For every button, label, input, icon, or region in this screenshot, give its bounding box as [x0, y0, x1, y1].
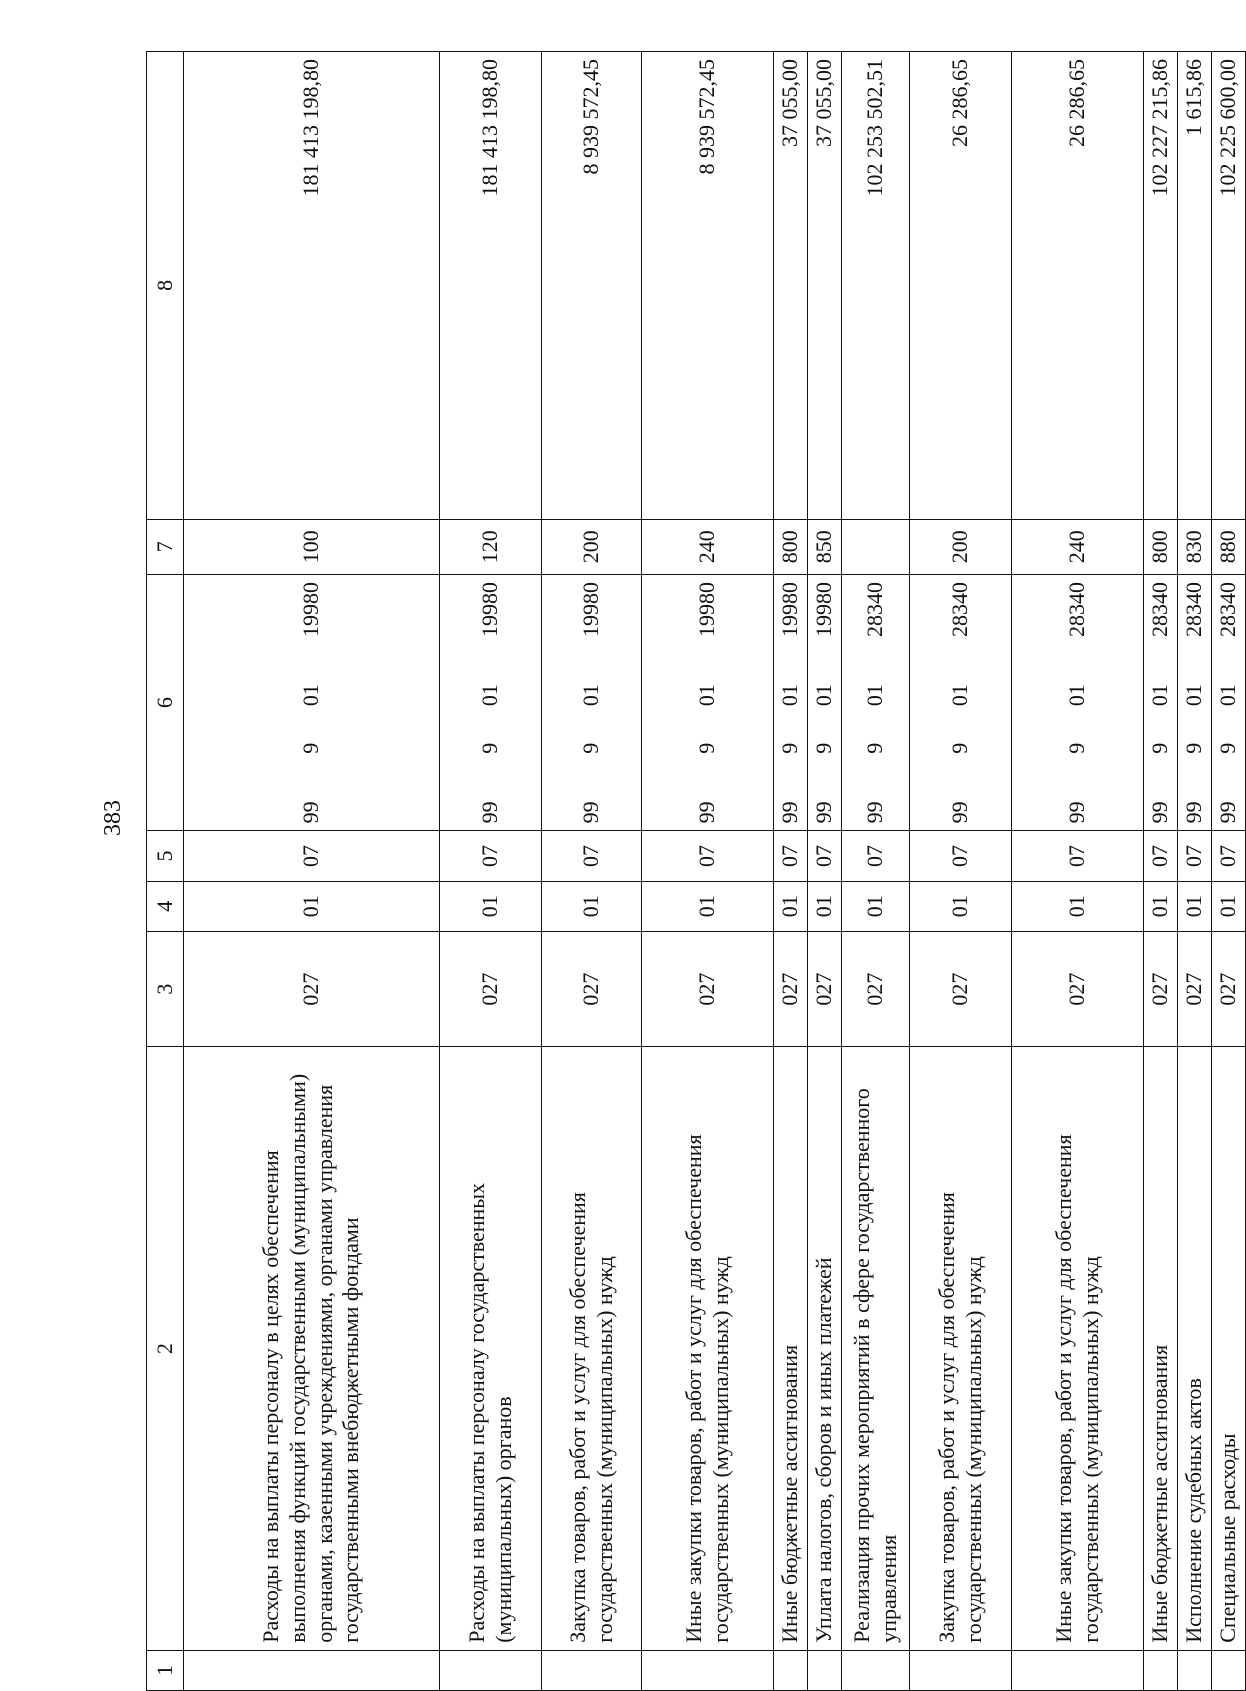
- target-article-code: [947, 582, 974, 823]
- target-article-part: 9: [811, 742, 837, 754]
- target-article-part: 99: [1181, 801, 1207, 824]
- budget-table-rotated: [146, 51, 1241, 1691]
- table-row: [1212, 52, 1246, 1691]
- section-code-cell: 01: [642, 881, 774, 931]
- expense-name-cell: Иные бюджетные ассигнования: [1144, 1047, 1178, 1650]
- expense-name-cell: Уплата налогов, сборов и иных платежей: [808, 1047, 842, 1650]
- expense-name-cell: Расходы на выплаты персоналу в целях обеспечения выполнения функций государственными (муниципальными) органами, казенными учреждениями, органами управления государственными внебюджетными фондами: [184, 1047, 440, 1650]
- target-article-part: 9: [1215, 742, 1241, 754]
- subsection-code-cell: 07: [842, 831, 910, 881]
- target-article-part: 01: [947, 684, 973, 707]
- expense-name-cell: Иные закупки товаров, работ и услуг для обеспечения государственных (муниципальных) нужд: [642, 1047, 774, 1650]
- table-row: [1178, 52, 1212, 1691]
- grbs-code-cell: 027: [1144, 931, 1178, 1047]
- target-article-code: [777, 582, 804, 823]
- target-article-part: 99: [777, 801, 803, 824]
- expense-name-cell: Иные закупки товаров, работ и услуг для обеспечения государственных (муниципальных) нужд: [1012, 1047, 1144, 1650]
- subsection-code-cell: 07: [910, 831, 1012, 881]
- row-number-cell: [1178, 1650, 1212, 1690]
- amount-cell: 1 615,86: [1178, 52, 1212, 520]
- amount-cell: 181 413 198,80: [440, 52, 542, 520]
- target-article-part: 28340: [1181, 581, 1207, 637]
- table-row: [808, 52, 842, 1691]
- column-header: 5: [147, 831, 184, 881]
- table-row: [440, 52, 542, 1691]
- subsection-code-cell: 07: [1212, 831, 1246, 881]
- target-article-part: 99: [862, 801, 888, 824]
- expense-type-cell: 240: [1012, 519, 1144, 574]
- target-article-cell: [808, 574, 842, 830]
- target-article-part: 19980: [811, 581, 837, 637]
- target-article-part: 01: [298, 684, 324, 707]
- grbs-code-cell: 027: [542, 931, 642, 1047]
- target-article-part: 01: [1064, 684, 1090, 707]
- target-article-part: 9: [947, 742, 973, 754]
- amount-cell: 8 939 572,45: [642, 52, 774, 520]
- target-article-part: 99: [1147, 801, 1173, 824]
- subsection-code-cell: 07: [774, 831, 808, 881]
- expense-name-cell: Иные бюджетные ассигнования: [774, 1047, 808, 1650]
- column-header: 7: [147, 519, 184, 574]
- expense-name-cell: Закупка товаров, работ и услуг для обеспечения государственных (муниципальных) нужд: [542, 1047, 642, 1650]
- expense-name-cell: Закупка товаров, работ и услуг для обеспечения государственных (муниципальных) нужд: [910, 1047, 1012, 1650]
- row-number-cell: [1012, 1650, 1144, 1690]
- column-header: 2: [147, 1047, 184, 1650]
- target-article-part: 01: [1147, 684, 1173, 707]
- table-body: [184, 52, 1246, 1691]
- section-code-cell: 01: [542, 881, 642, 931]
- column-header: 3: [147, 931, 184, 1047]
- expense-name-cell: Исполнение судебных актов: [1178, 1047, 1212, 1650]
- target-article-part: 99: [1064, 801, 1090, 824]
- row-number-cell: [774, 1650, 808, 1690]
- row-number-cell: [184, 1650, 440, 1690]
- target-article-part: 99: [947, 801, 973, 824]
- page-number: 383: [99, 800, 126, 836]
- section-code-cell: 01: [1178, 881, 1212, 931]
- row-number-cell: [910, 1650, 1012, 1690]
- amount-cell: 26 286,65: [910, 52, 1012, 520]
- amount-cell: 102 227 215,86: [1144, 52, 1178, 520]
- target-article-cell: [542, 574, 642, 830]
- target-article-part: 19980: [694, 581, 720, 637]
- grbs-code-cell: 027: [184, 931, 440, 1047]
- target-article-code: [578, 582, 605, 823]
- amount-cell: 26 286,65: [1012, 52, 1144, 520]
- expense-type-cell: 880: [1212, 519, 1246, 574]
- target-article-part: 9: [1147, 742, 1173, 754]
- target-article-cell: [774, 574, 808, 830]
- target-article-part: 19980: [298, 581, 324, 637]
- column-header: 6: [147, 574, 184, 830]
- target-article-part: 99: [578, 801, 604, 824]
- grbs-code-cell: 027: [774, 931, 808, 1047]
- target-article-code: [298, 582, 325, 823]
- target-article-part: 99: [694, 801, 720, 824]
- target-article-part: 99: [1215, 801, 1241, 824]
- row-number-cell: [1144, 1650, 1178, 1690]
- table-row: [774, 52, 808, 1691]
- subsection-code-cell: 07: [542, 831, 642, 881]
- target-article-code: [1147, 582, 1174, 823]
- table-row: [1144, 52, 1178, 1691]
- target-article-cell: [1178, 574, 1212, 830]
- subsection-code-cell: 07: [642, 831, 774, 881]
- amount-cell: 8 939 572,45: [542, 52, 642, 520]
- row-number-cell: [842, 1650, 910, 1690]
- subsection-code-cell: 07: [1178, 831, 1212, 881]
- target-article-part: 9: [777, 742, 803, 754]
- target-article-code: [694, 582, 721, 823]
- target-article-part: 19980: [477, 581, 503, 637]
- target-article-cell: [1144, 574, 1178, 830]
- expense-type-cell: [842, 519, 910, 574]
- grbs-code-cell: 027: [910, 931, 1012, 1047]
- amount-cell: 37 055,00: [808, 52, 842, 520]
- grbs-code-cell: 027: [1178, 931, 1212, 1047]
- row-number-cell: [1212, 1650, 1246, 1690]
- expense-name-cell: Реализация прочих мероприятий в сфере государственного управления: [842, 1047, 910, 1650]
- target-article-cell: [910, 574, 1012, 830]
- amount-cell: 181 413 198,80: [184, 52, 440, 520]
- target-article-part: 99: [477, 801, 503, 824]
- target-article-part: 9: [578, 742, 604, 754]
- amount-cell: 102 225 600,00: [1212, 52, 1246, 520]
- column-header: 1: [147, 1650, 184, 1690]
- section-code-cell: 01: [1144, 881, 1178, 931]
- target-article-part: 19980: [578, 581, 604, 637]
- target-article-cell: [842, 574, 910, 830]
- target-article-part: 28340: [1147, 581, 1173, 637]
- section-code-cell: 01: [842, 881, 910, 931]
- target-article-code: [477, 582, 504, 823]
- grbs-code-cell: 027: [842, 931, 910, 1047]
- expense-type-cell: 100: [184, 519, 440, 574]
- target-article-part: 01: [777, 684, 803, 707]
- section-code-cell: 01: [910, 881, 1012, 931]
- expense-type-cell: 850: [808, 519, 842, 574]
- table-row: [910, 52, 1012, 1691]
- section-code-cell: 01: [1212, 881, 1246, 931]
- row-number-cell: [808, 1650, 842, 1690]
- section-code-cell: 01: [1012, 881, 1144, 931]
- expense-type-cell: 800: [774, 519, 808, 574]
- target-article-part: 9: [477, 742, 503, 754]
- table-row: [842, 52, 910, 1691]
- target-article-cell: [440, 574, 542, 830]
- subsection-code-cell: 07: [184, 831, 440, 881]
- target-article-part: 01: [578, 684, 604, 707]
- grbs-code-cell: 027: [1212, 931, 1246, 1047]
- subsection-code-cell: 07: [440, 831, 542, 881]
- row-number-cell: [542, 1650, 642, 1690]
- target-article-part: 01: [694, 684, 720, 707]
- target-article-part: 19980: [777, 581, 803, 637]
- target-article-part: 01: [477, 684, 503, 707]
- target-article-cell: [642, 574, 774, 830]
- target-article-part: 9: [1181, 742, 1207, 754]
- expense-name-cell: Специальные расходы: [1212, 1047, 1246, 1650]
- grbs-code-cell: 027: [1012, 931, 1144, 1047]
- section-code-cell: 01: [184, 881, 440, 931]
- subsection-code-cell: 07: [808, 831, 842, 881]
- target-article-cell: [184, 574, 440, 830]
- expense-type-cell: 120: [440, 519, 542, 574]
- target-article-part: 9: [1064, 742, 1090, 754]
- target-article-part: 99: [811, 801, 837, 824]
- grbs-code-cell: 027: [440, 931, 542, 1047]
- section-code-cell: 01: [440, 881, 542, 931]
- target-article-part: 99: [298, 801, 324, 824]
- column-header: 8: [147, 52, 184, 520]
- column-header: 4: [147, 881, 184, 931]
- target-article-part: 9: [694, 742, 720, 754]
- target-article-part: 01: [1181, 684, 1207, 707]
- table-row: [184, 52, 440, 1691]
- table-row: [1012, 52, 1144, 1691]
- section-code-cell: 01: [808, 881, 842, 931]
- expense-type-cell: 240: [642, 519, 774, 574]
- target-article-code: [1064, 582, 1091, 823]
- budget-table: [146, 51, 1246, 1691]
- target-article-part: 28340: [862, 581, 888, 637]
- subsection-code-cell: 07: [1144, 831, 1178, 881]
- table-row: [642, 52, 774, 1691]
- grbs-code-cell: 027: [808, 931, 842, 1047]
- target-article-part: 28340: [947, 581, 973, 637]
- grbs-code-cell: 027: [642, 931, 774, 1047]
- target-article-part: 01: [1215, 684, 1241, 707]
- amount-cell: 102 253 502,51: [842, 52, 910, 520]
- subsection-code-cell: 07: [1012, 831, 1144, 881]
- target-article-code: [862, 582, 889, 823]
- target-article-part: 28340: [1064, 581, 1090, 637]
- target-article-code: [1215, 582, 1242, 823]
- expense-type-cell: 800: [1144, 519, 1178, 574]
- section-code-cell: 01: [774, 881, 808, 931]
- row-number-cell: [642, 1650, 774, 1690]
- target-article-part: 9: [862, 742, 888, 754]
- target-article-part: 9: [298, 742, 324, 754]
- expense-type-cell: 830: [1178, 519, 1212, 574]
- amount-cell: 37 055,00: [774, 52, 808, 520]
- expense-type-cell: 200: [542, 519, 642, 574]
- target-article-part: 01: [811, 684, 837, 707]
- expense-type-cell: 200: [910, 519, 1012, 574]
- expense-name-cell: Расходы на выплаты персоналу государственных (муниципальных) органов: [440, 1047, 542, 1650]
- target-article-code: [1181, 582, 1208, 823]
- table-row: [542, 52, 642, 1691]
- header-row: [147, 52, 184, 1691]
- target-article-part: 28340: [1215, 581, 1241, 637]
- row-number-cell: [440, 1650, 542, 1690]
- target-article-part: 01: [862, 684, 888, 707]
- target-article-code: [811, 582, 838, 823]
- target-article-cell: [1012, 574, 1144, 830]
- target-article-cell: [1212, 574, 1246, 830]
